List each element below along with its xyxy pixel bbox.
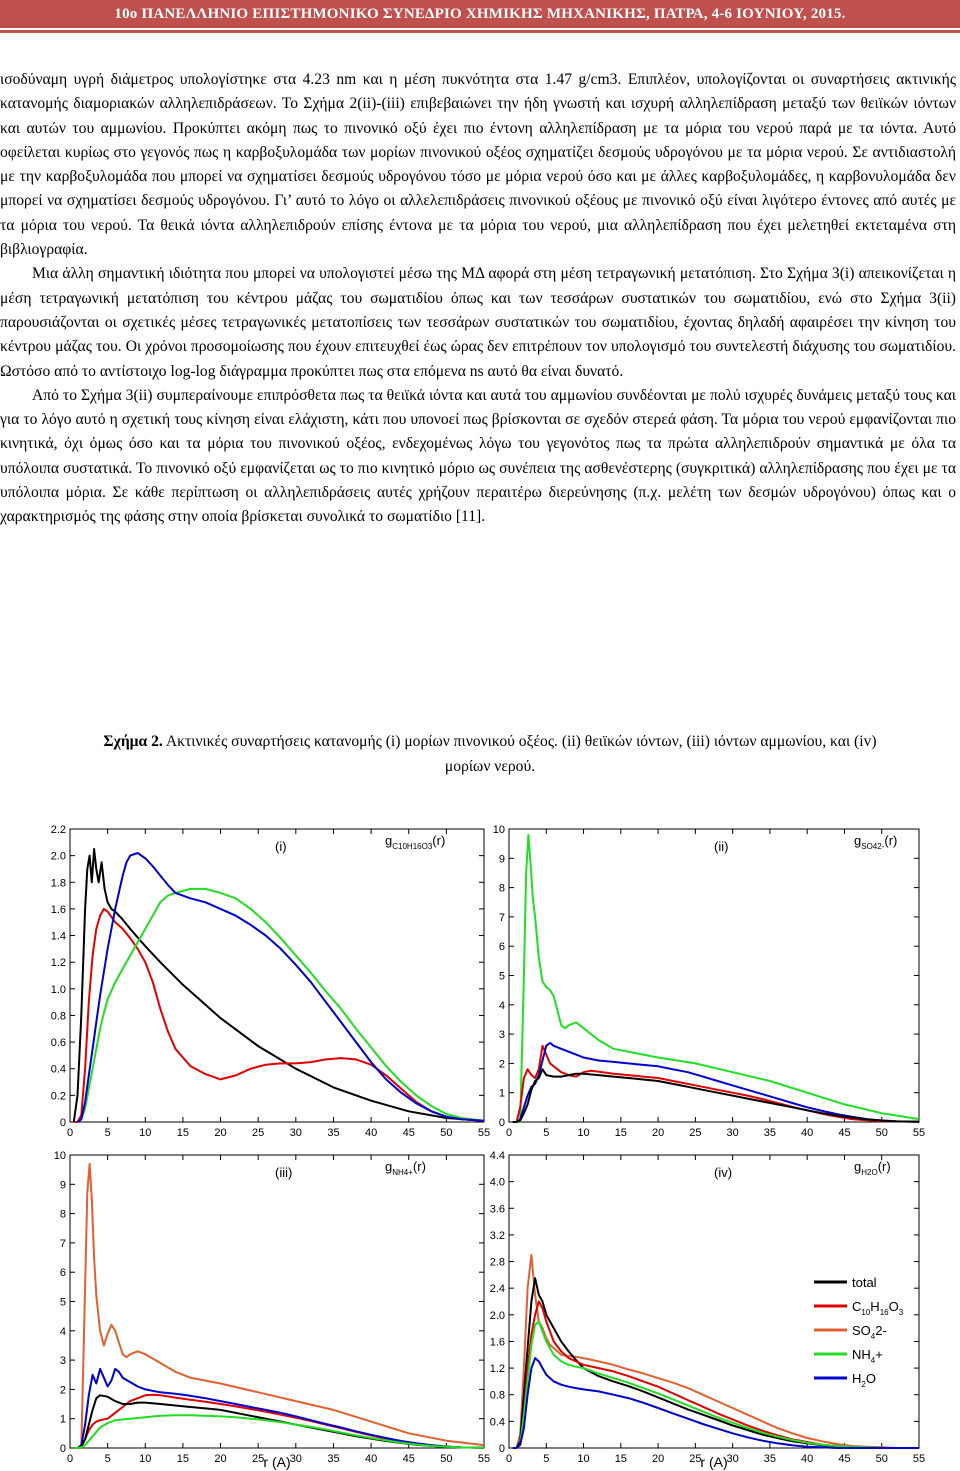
series-line-pinonic bbox=[513, 1046, 919, 1122]
x-tick-label: 25 bbox=[252, 1127, 265, 1139]
y-tick-label: 8 bbox=[498, 882, 505, 895]
y-tick-label: 4.4 bbox=[489, 1150, 505, 1162]
y-tick-label: 7 bbox=[59, 1237, 66, 1250]
y-tick-label: 1.2 bbox=[50, 957, 66, 970]
x-tick-label: 40 bbox=[364, 1453, 378, 1465]
y-tick-label: 1.0 bbox=[50, 983, 66, 996]
x-tick-label: 0 bbox=[505, 1453, 513, 1465]
y-tick-label: 5 bbox=[59, 1296, 66, 1309]
panel-iv bbox=[490, 1150, 925, 1465]
y-tick-label: 6 bbox=[498, 941, 505, 954]
legend-label-water: $H_2O$ bbox=[852, 1371, 876, 1389]
series-line-water bbox=[513, 1043, 919, 1122]
y-tick-label: 3.2 bbox=[489, 1229, 505, 1242]
x-tick-label: 55 bbox=[477, 1127, 491, 1139]
x-tick-label: 30 bbox=[289, 1453, 302, 1465]
y-tick-label: 4 bbox=[59, 1325, 66, 1338]
x-tick-label: 0 bbox=[66, 1127, 74, 1139]
series-line-pinonic bbox=[74, 909, 484, 1122]
y-tick-label: 0.4 bbox=[50, 1063, 66, 1076]
x-tick-label: 45 bbox=[402, 1127, 415, 1139]
legend-label-ammonium: $NH_4+$ bbox=[852, 1347, 883, 1365]
series-line-water bbox=[78, 853, 485, 1122]
x-tick-label: 15 bbox=[614, 1127, 627, 1139]
legend-label-total: total bbox=[852, 1275, 877, 1290]
paragraph-2: Μια άλλη σημαντική ιδιότητα που μπορεί να υπολογιστεί μέσω της ΜΔ αφορά στη μέση τετραγωνική μετατόπιση. Στο Σχήμα 3(i) απεικονίζεται η μέση τετραγωνική μετατόπιση του κέντρου μάζας του σωματιδίου όπως και των τεσσάρων συστατικών του σωματιδίου, ενώ στο Σχήμα 3(ii) παρουσιάζονται οι σχετικές μέσες τετραγωνικές μετατοπίσεις των τεσσάρων συστατικών του σωματιδίου, έχοντας δηλαδή αφαιρέσει την κίνηση του κέντρου μάζας του. Οι χρόνοι προσομοίωσης που έχουν επιτευχθεί έως ώρας δεν επιτρέπουν τον υπολογισμό του συντελεστή διάχυσης του σωματιδίου. Ωστόσο από το αντίστοιχο log-log διάγραμμα προκύπτει πως στα επόμενα ns αυτό θα είναι δυνατό. bbox=[0, 265, 956, 380]
y-tick-label: 0.8 bbox=[489, 1389, 505, 1402]
x-tick-label: 50 bbox=[875, 1453, 888, 1465]
x-tick-label: 15 bbox=[176, 1453, 190, 1465]
series-line-total bbox=[74, 849, 484, 1122]
y-tick-label: 4.0 bbox=[489, 1176, 505, 1189]
x-tick-label: 40 bbox=[801, 1127, 814, 1139]
y-tick-label: 4 bbox=[498, 999, 505, 1012]
x-tick-label: 5 bbox=[104, 1453, 111, 1465]
panel-i bbox=[51, 824, 490, 1139]
series-line-total bbox=[513, 1069, 919, 1122]
y-tick-label: 0 bbox=[59, 1443, 66, 1455]
y-tick-label: 1.8 bbox=[50, 877, 66, 890]
x-tick-label: 55 bbox=[912, 1127, 926, 1139]
figure-caption-text: Ακτινικές συναρτήσεις κατανομής (i) μορίων πινονικού οξέος. (ii) θειϊκών ιόντων, (iii) ιόντων αμμωνίου, και (iv) μορίων νερού. bbox=[165, 733, 877, 775]
paragraph-1: ισοδύναμη υγρή διάμετρος υπολογίστηκε στα 4.23 nm και η μέση πυκνότητα στα 1.47 g/cm3. Επιπλέον, υπολογίζονται οι συναρτήσεις ακτινικής κατανομής διαμοριακών αλληλεπιδράσεων. Το Σχήμα 2(ii)-(iii) επιβεβαιώνει την ήδη γνωστή και ισχυρή αλληλεπίδραση μεταξύ των θειϊκών ιόντων και αυτών του αμμωνίου. Προκύπτει ακόμη πως το πινονικό οξύ έχει πιο έντονη αλληλεπίδραση με τα μόρια του νερού παρά με τα ιόντα. Αυτό οφείλεται κυρίως στο γεγονός πως η καρβοξυλομάδα των μορίων πινονικού οξέος σχηματίζει δεσμούς υδρογόνου με τα μόρια νερού. Σε αντιδιαστολή με την καρβοξυλομάδα που μπορεί να σχηματίσει δεσμούς υδρογόνου τόσο με μόρια νερού όσο και με άλλες καρβοξυλομάδες, η καρβονυλομάδα δεν μπορεί να σχηματίσει δεσμούς υδρογόνου. Γι’ αυτό το λόγο οι αλλελεπιδράσεις πινονικού οξέους με πινονικό οξύ είναι λιγότερο έντονες από αυτές με τα μόρια του νερού. Τα θεικά ιόντα αλληλεπιδρούν επίσης έντονα με τα μόρια του νερού, μια αλληλεπίδραση που έχει μελετηθεί εκτεταμένα στη βιβλιογραφία. bbox=[0, 71, 956, 259]
y-tick-label: 3 bbox=[498, 1029, 505, 1042]
x-tick-label: 45 bbox=[838, 1127, 851, 1139]
y-tick-label: 2.2 bbox=[50, 824, 66, 836]
x-tick-label: 55 bbox=[477, 1453, 491, 1465]
x-tick-label: 20 bbox=[651, 1453, 665, 1465]
y-tick-label: 2 bbox=[498, 1058, 505, 1071]
y-tick-label: 2.0 bbox=[489, 1309, 505, 1322]
x-axis-label-left: r (A) bbox=[263, 1454, 291, 1470]
x-tick-label: 35 bbox=[763, 1453, 777, 1465]
y-tick-label: 1.6 bbox=[50, 903, 66, 916]
rdf-label: $g_H2O(r)$ bbox=[854, 1159, 891, 1177]
rdf-label: $g_C10H16O3(r)$ bbox=[385, 833, 446, 851]
panel-label: (iv) bbox=[714, 1165, 733, 1180]
figure-caption-label: Σχήμα 2. bbox=[103, 733, 163, 750]
y-tick-label: 2.4 bbox=[489, 1283, 505, 1296]
y-tick-label: 1 bbox=[59, 1413, 66, 1426]
y-tick-label: 1.2 bbox=[489, 1363, 505, 1376]
panel-iii bbox=[54, 1150, 490, 1465]
y-tick-label: 2.0 bbox=[50, 850, 66, 863]
legend bbox=[814, 1275, 904, 1389]
y-tick-label: 1.4 bbox=[50, 930, 66, 943]
x-tick-label: 10 bbox=[577, 1127, 590, 1139]
x-tick-label: 15 bbox=[176, 1127, 190, 1139]
x-tick-label: 40 bbox=[364, 1127, 378, 1139]
x-tick-label: 45 bbox=[402, 1453, 415, 1465]
y-tick-label: 3 bbox=[59, 1355, 66, 1368]
y-tick-label: 2 bbox=[59, 1384, 66, 1397]
x-tick-label: 20 bbox=[651, 1127, 665, 1139]
x-tick-label: 5 bbox=[104, 1127, 111, 1139]
series-line-ammonium bbox=[517, 835, 920, 1122]
x-tick-label: 40 bbox=[801, 1453, 814, 1465]
y-tick-label: 3.6 bbox=[489, 1203, 505, 1216]
x-tick-label: 0 bbox=[505, 1127, 513, 1139]
x-tick-label: 20 bbox=[214, 1127, 227, 1139]
x-tick-label: 35 bbox=[327, 1127, 340, 1139]
y-tick-label: 6 bbox=[59, 1267, 66, 1280]
y-tick-label: 8 bbox=[59, 1208, 66, 1221]
y-tick-label: 5 bbox=[498, 970, 505, 983]
y-tick-label: 2.8 bbox=[489, 1256, 505, 1269]
y-tick-label: 7 bbox=[498, 911, 505, 924]
x-tick-label: 25 bbox=[689, 1127, 702, 1139]
x-tick-label: 20 bbox=[214, 1453, 227, 1465]
x-tick-label: 30 bbox=[289, 1127, 302, 1139]
y-tick-label: 0 bbox=[498, 1117, 505, 1129]
x-tick-label: 5 bbox=[543, 1127, 550, 1139]
conference-header: 10ο ΠΑΝΕΛΛΗΝΙΟ ΕΠΙΣΤΗΜΟΝΙΚΟ ΣΥΝΕΔΡΙΟ ΧΗΜΙΚΗΣ ΜΗΧΑΝΙΚΗΣ, ΠΑΤΡΑ, 4-6 ΙΟΥΝΙΟΥ, 2015. bbox=[0, 0, 960, 28]
x-tick-label: 35 bbox=[327, 1453, 340, 1465]
x-tick-label: 0 bbox=[66, 1453, 74, 1465]
x-tick-label: 30 bbox=[726, 1127, 739, 1139]
panel-label: (iii) bbox=[275, 1165, 293, 1180]
x-tick-label: 50 bbox=[440, 1453, 453, 1465]
y-tick-label: 0.6 bbox=[50, 1037, 66, 1050]
rdf-label: $g_{SO}42-(r)$ bbox=[854, 833, 898, 851]
y-tick-label: 10 bbox=[53, 1150, 66, 1162]
x-tick-label: 10 bbox=[139, 1127, 152, 1139]
x-tick-label: 5 bbox=[543, 1453, 550, 1465]
y-tick-label: 1 bbox=[498, 1087, 505, 1100]
y-tick-label: 1.6 bbox=[489, 1336, 505, 1349]
x-axis-label-right: r (A) bbox=[700, 1454, 728, 1470]
legend-label-pinonic: $C_{10}H_{16}O_3$ bbox=[852, 1299, 904, 1317]
series-line-sulfate bbox=[78, 1164, 485, 1448]
paragraph-3: Από το Σχήμα 3(ii) συμπεραίνουμε επιπρόσθετα πως τα θειϊκά ιόντα και αυτά του αμμωνίου συνδέονται με πολύ ισχυρές δυνάμεις μεταξύ τους και για το λόγο αυτό η σχετική τους κίνηση είναι ελάχιστη, κάτι που υπονοεί πως βρίσκονται σε σχεδόν στερεά φάση. Τα μόρια του νερού εμφανίζονται πιο κινητικά, όχι όμως όσο και τα μόρια του πινονικού οξέος, ενδεχομένως λόγω του γεγονότος πως τα πρώτα αλληλεπιδρούν σημαντικά με όλα τα υπόλοιπα συστατικά. Το πινονικό οξύ εμφανίζεται ως το πιο κινητικό μόριο ως συνέπεια της ασθενέστερης (συγκριτικά) αλληλεπίδρασης που έχει με τα υπόλοιπα μόρια. Σε κάθε περίπτωση οι αλληλεπιδράσεις αυτές χρήζουν περαιτέρω διερεύνησης (π.χ. μελέτη των δεσμών υδρογόνου) όπως και ο χαρακτηρισμός της φάσης στην οποία βρίσκεται συνολικά το σωματίδιο [11]. bbox=[0, 386, 956, 526]
panel-label: (i) bbox=[275, 839, 287, 854]
x-tick-label: 45 bbox=[838, 1453, 851, 1465]
y-tick-label: 0.8 bbox=[50, 1010, 66, 1023]
y-tick-label: 10 bbox=[492, 824, 505, 836]
y-tick-label: 0 bbox=[59, 1117, 66, 1129]
x-tick-label: 10 bbox=[139, 1453, 152, 1465]
y-tick-label: 0.4 bbox=[489, 1416, 505, 1429]
plot-frame bbox=[70, 829, 484, 1122]
x-tick-label: 25 bbox=[689, 1453, 702, 1465]
y-tick-label: 9 bbox=[498, 853, 505, 866]
x-tick-label: 25 bbox=[252, 1453, 265, 1465]
panel-ii bbox=[493, 824, 925, 1139]
y-tick-label: 9 bbox=[59, 1179, 66, 1192]
x-tick-label: 50 bbox=[440, 1127, 453, 1139]
rdf-label: $g_{NH}4+(r)$ bbox=[385, 1159, 426, 1177]
x-tick-label: 15 bbox=[614, 1453, 627, 1465]
series-line-ammonium bbox=[78, 889, 485, 1122]
x-tick-label: 10 bbox=[577, 1453, 590, 1465]
x-tick-label: 55 bbox=[912, 1453, 926, 1465]
y-tick-label: 0.2 bbox=[50, 1090, 66, 1103]
y-tick-label: 0 bbox=[498, 1443, 505, 1455]
plot-frame bbox=[509, 829, 919, 1122]
x-tick-label: 50 bbox=[875, 1127, 888, 1139]
panel-label: (ii) bbox=[714, 839, 729, 854]
x-tick-label: 35 bbox=[763, 1127, 777, 1139]
x-tick-label: 30 bbox=[726, 1453, 739, 1465]
legend-label-sulfate: $SO_42-$ bbox=[852, 1323, 887, 1341]
